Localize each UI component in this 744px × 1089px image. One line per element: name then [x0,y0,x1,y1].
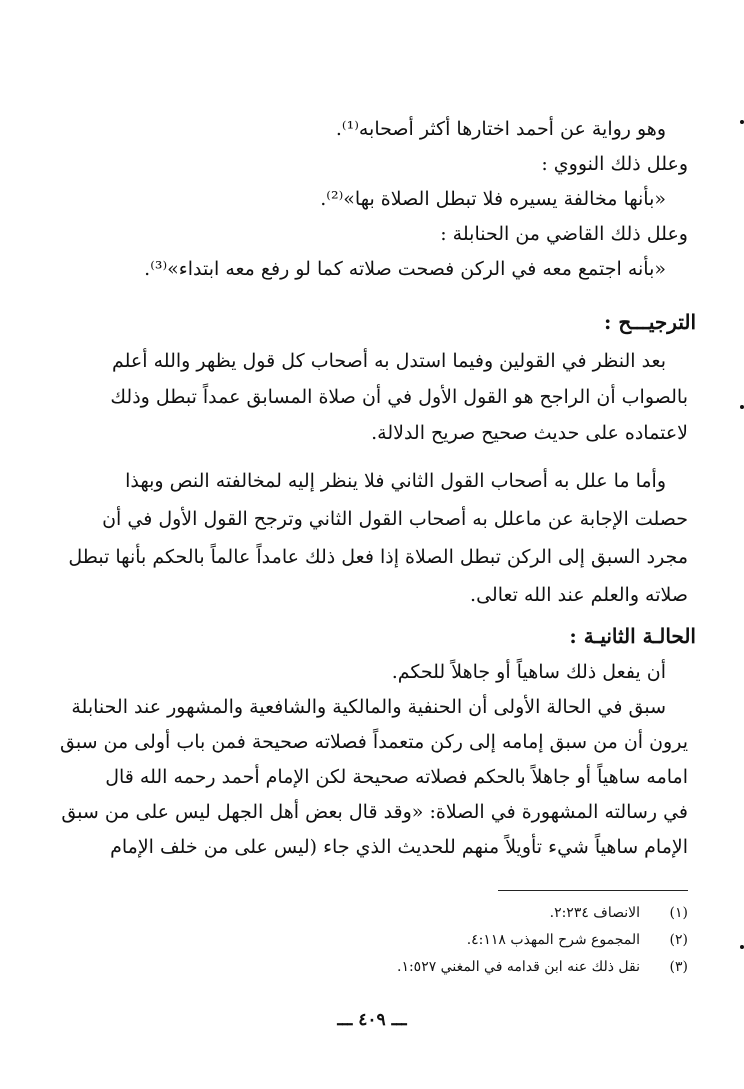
footnote-item [397,954,688,981]
text-line: لاعتماده على حديث صحيح صريح الدلالة. [371,422,688,444]
case-two-heading: الحالـة الثانيـة : [569,624,696,648]
text-line: في رسالته المشهورة في الصلاة: «وقد قال بعض أهل الجهل ليس على من سبق [61,801,688,823]
footnote-text: نقل ذلك عنه ابن قدامه في المغني ١:٥٢٧. [396,959,640,975]
case-two-body [59,655,688,865]
text-line: صلاته والعلم عند الله تعالى. [470,584,688,606]
text-line: حصلت الإجابة عن ماعلل به أصحاب القول الثاني وترجح القول الأول في أن [102,508,688,530]
footnote-text: الانصاف ٢:٢٣٤. [549,905,640,921]
footnote-number: (٢) [669,932,688,948]
footnote-text: المجموع شرح المهذب ٤:١١٨. [466,932,640,948]
text-line: «بأنها مخالفة يسيره فلا تبطل الصلاة بها»⁽²⁾. [320,188,666,210]
footnote-item [397,900,688,927]
footnote-divider [498,890,688,891]
scan-speck [740,945,744,949]
text-line: وأما ما علل به أصحاب القول الثاني فلا ينظر إليه لمخالفته النص وبهذا [125,470,666,492]
opinions-section [70,112,688,287]
tarjih-heading: الترجيـــح : [604,310,696,334]
tarjih-paragraph-1 [70,343,688,451]
text-line: سبق في الحالة الأولى أن الحنفية والمالكية والشافعية والمشهور عند الحنابلة [71,696,666,718]
footnote-number: (٣) [669,959,688,975]
text-line: وعلل ذلك القاضي من الحنابلة : [440,223,688,245]
text-line: مجرد السبق إلى الركن تبطل الصلاة إذا فعل ذلك عامداً عالماً بالحكم بأنها تبطل [68,546,688,568]
scan-speck [740,120,744,124]
text-line: الإمام ساهياً شيء تأويلاً منهم للحديث الذي جاء (ليس على من خلف الإمام [110,836,688,858]
text-line: وهو رواية عن أحمد اختارها أكثر أصحابه⁽¹⁾. [335,118,666,140]
text-line: وعلل ذلك النووي : [541,153,688,175]
page-number: ـــ ٤٠٩ ـــ [337,1010,407,1030]
text-line: امامه ساهياً أو جاهلاً بالحكم فصلاته صحيحة لكن الإمام أحمد رحمه الله قال [105,766,688,788]
tarjih-paragraph-2 [70,462,688,614]
footnote-item [397,927,688,954]
text-line: «بأنه اجتمع معه في الركن فصحت صلاته كما لو رفع معه ابتداء»⁽³⁾. [144,258,666,280]
footnotes [397,900,688,981]
scan-speck [740,405,744,409]
text-line: أن يفعل ذلك ساهياً أو جاهلاً للحكم. [391,661,666,683]
text-line: بعد النظر في القولين وفيما استدل به أصحاب كل قول يظهر والله أعلم [112,350,666,372]
footnote-number: (١) [669,905,688,921]
text-line: بالصواب أن الراجح هو القول الأول في أن صلاة المسابق عمداً تبطل وذلك [110,386,688,408]
text-line: يرون أن من سبق إمامه إلى ركن متعمداً فصلاته صحيحة فمن باب أولى من سبق [59,731,688,753]
